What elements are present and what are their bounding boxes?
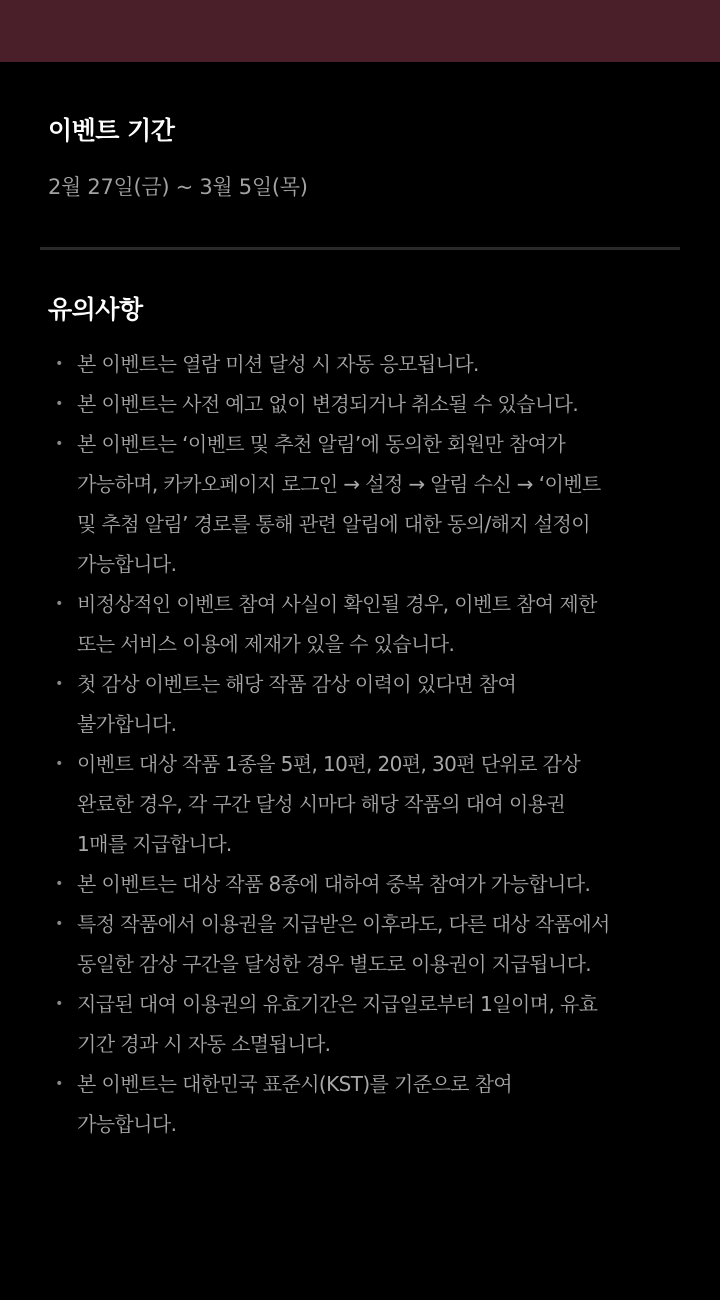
notice-item — [48, 744, 688, 864]
notice-item-text-line: 비정상적인 이벤트 참여 사실이 확인될 경우, 이벤트 참여 제한 — [77, 592, 597, 616]
notice-item-text-line: 가능합니다. — [77, 552, 177, 576]
bullet-dot-icon: • — [55, 356, 63, 372]
bullet-dot-icon: • — [55, 996, 63, 1012]
notice-item-text-line: 지급된 대여 이용권의 유효기간은 지급일로부터 1일이며, 유효 — [77, 992, 598, 1016]
event-period-title: 이벤트 기간 — [48, 116, 175, 145]
notice-list — [48, 344, 688, 1144]
notice-item-text-line: 본 이벤트는 사전 예고 없이 변경되거나 취소될 수 있습니다. — [77, 392, 579, 416]
bullet-dot-icon: • — [55, 596, 63, 612]
notice-item — [48, 344, 688, 384]
event-period-dates: 2월 27일(금) ~ 3월 5일(목) — [48, 175, 308, 199]
notice-item-text-line: 본 이벤트는 열람 미션 달성 시 자동 응모됩니다. — [77, 352, 479, 376]
notice-item-text-line: 본 이벤트는 대한민국 표준시(KST)를 기준으로 참여 — [77, 1072, 513, 1096]
notice-item-text-line: 이벤트 대상 작품 1종을 5편, 10편, 20편, 30편 단위로 감상 — [77, 752, 581, 776]
notice-item — [48, 1064, 688, 1144]
notice-item-text-line: 기간 경과 시 자동 소멸됩니다. — [77, 1032, 331, 1056]
notice-item — [48, 864, 688, 904]
notice-item-text-line: 본 이벤트는 대상 작품 8종에 대하여 중복 참여가 가능합니다. — [77, 872, 591, 896]
notice-item-text-line: 1매를 지급합니다. — [77, 832, 232, 856]
notice-item — [48, 904, 688, 984]
bullet-dot-icon: • — [55, 916, 63, 932]
notice-item — [48, 664, 688, 744]
section-divider — [40, 247, 680, 250]
bullet-dot-icon: • — [55, 1076, 63, 1092]
top-header-bar — [0, 0, 720, 62]
notice-item-text-line: 불가합니다. — [77, 712, 177, 736]
bullet-dot-icon: • — [55, 436, 63, 452]
notice-item — [48, 984, 688, 1064]
notice-title: 유의사항 — [48, 295, 143, 324]
notice-item-text-line: 완료한 경우, 각 구간 달성 시마다 해당 작품의 대여 이용권 — [77, 792, 566, 816]
notice-item-text-line: 또는 서비스 이용에 제재가 있을 수 있습니다. — [77, 632, 455, 656]
notice-item-text-line: 가능하며, 카카오페이지 로그인 → 설정 → 알림 수신 → ‘이벤트 — [77, 472, 601, 496]
notice-item-text-line: 가능합니다. — [77, 1112, 177, 1136]
notice-item — [48, 384, 688, 424]
bullet-dot-icon: • — [55, 876, 63, 892]
notice-item-text-line: 첫 감상 이벤트는 해당 작품 감상 이력이 있다면 참여 — [77, 672, 517, 696]
notice-item-text-line: 및 추첨 알림’ 경로를 통해 관련 알림에 대한 동의/해지 설정이 — [77, 512, 590, 536]
notice-item-text-line: 본 이벤트는 ‘이벤트 및 추천 알림’에 동의한 회원만 참여가 — [77, 432, 566, 456]
bullet-dot-icon: • — [55, 756, 63, 772]
notice-item-text-line: 특정 작품에서 이용권을 지급받은 이후라도, 다른 대상 작품에서 — [77, 912, 610, 936]
bullet-dot-icon: • — [55, 676, 63, 692]
notice-item-text-line: 동일한 감상 구간을 달성한 경우 별도로 이용권이 지급됩니다. — [77, 952, 592, 976]
bullet-dot-icon: • — [55, 396, 63, 412]
notice-item — [48, 584, 688, 664]
notice-item — [48, 424, 688, 584]
